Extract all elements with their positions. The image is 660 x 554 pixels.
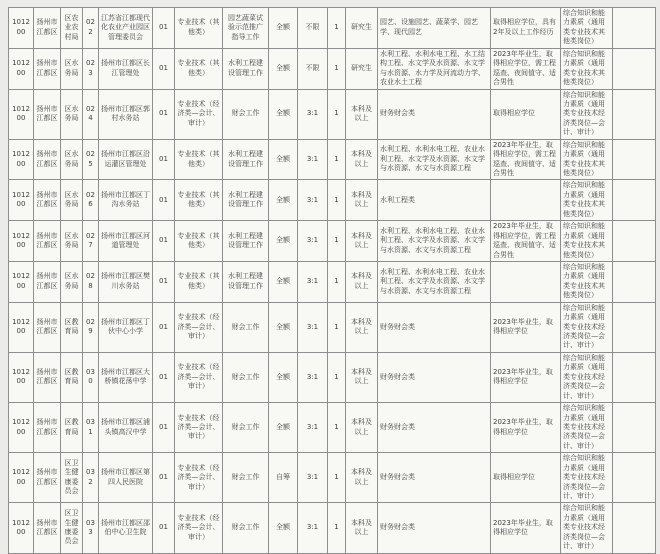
- table-row: [9, 302, 656, 352]
- cell-majors: 水利工程、水利水电工程、水工结构工程、水文学及水资源、水文学与水资源、水力学及河流动力学、农业水土工程: [378, 48, 491, 89]
- cell-department: 区教育局: [61, 352, 83, 402]
- cell-funding: 自筹: [269, 453, 298, 503]
- cell-sub-code: 01: [153, 453, 175, 503]
- cell-exam-subject: 综合知识和能力素质（通用类专业技术其他类岗位）: [561, 8, 613, 49]
- cell-post-type: 专业技术（其他类）: [175, 8, 223, 49]
- cell-employer: 扬州市江都区大桥镇花荡中学: [99, 352, 153, 402]
- cell-district: 扬州市江都区: [34, 180, 61, 221]
- cell-unit-code: 101200: [9, 139, 34, 180]
- cell-district: 扬州市江都区: [34, 261, 61, 302]
- cell-duty: 水利工程建设管理工作: [223, 48, 269, 89]
- cell-duty: 水利工程建设管理工作: [223, 139, 269, 180]
- cell-exam-subject: 综合知识和能力素质（通用类专业技术其他类岗位）: [561, 261, 613, 302]
- cell-ratio: 3:1: [298, 403, 328, 453]
- cell-headcount: 1: [328, 89, 346, 139]
- cell-district: 扬州市江都区: [34, 503, 61, 553]
- cell-employer: 扬州市江都区丁沟水务站: [99, 180, 153, 221]
- cell-ratio: 3:1: [298, 261, 328, 302]
- cell-other-requirements: 取得相应学位: [491, 453, 561, 503]
- cell-district: 扬州市江都区: [34, 89, 61, 139]
- cell-education: 本科及以上: [346, 503, 378, 553]
- cell-department: 区农业农村局: [61, 8, 83, 49]
- cell-duty: 财会工作: [223, 503, 269, 553]
- cell-headcount: 1: [328, 403, 346, 453]
- cell-remark: [613, 261, 656, 302]
- cell-majors: 财务财会类: [378, 302, 491, 352]
- cell-district: 扬州市江都区: [34, 48, 61, 89]
- cell-unit-code: 101200: [9, 352, 34, 402]
- cell-sub-code: 01: [153, 302, 175, 352]
- cell-exam-subject: 综合知识和能力素质（通用类专业技术其他类岗位）: [561, 180, 613, 221]
- cell-post-code: 025: [83, 139, 99, 180]
- cell-other-requirements: 2023年毕业生，取得相应学位: [491, 352, 561, 402]
- cell-exam-subject: 综合知识和能力素质（通用类专业技术经济类岗位—会计、审计）: [561, 352, 613, 402]
- cell-funding: 全额: [269, 221, 298, 262]
- cell-headcount: 1: [328, 48, 346, 89]
- table-row: [9, 139, 656, 180]
- table-row: [9, 503, 656, 553]
- cell-post-code: 026: [83, 180, 99, 221]
- cell-duty: 财会工作: [223, 89, 269, 139]
- cell-employer: 扬州市江都区第四人民医院: [99, 453, 153, 503]
- cell-sub-code: 01: [153, 403, 175, 453]
- cell-funding: 全额: [269, 8, 298, 49]
- cell-other-requirements: 取得相应学位: [491, 89, 561, 139]
- cell-ratio: 3:1: [298, 139, 328, 180]
- cell-duty: 财会工作: [223, 403, 269, 453]
- cell-post-type: 专业技术（经济类—会计、审计）: [175, 302, 223, 352]
- cell-headcount: 1: [328, 261, 346, 302]
- cell-education: 本科及以上: [346, 352, 378, 402]
- table-row: [9, 89, 656, 139]
- cell-district: 扬州市江都区: [34, 139, 61, 180]
- cell-post-type: 专业技术（经济类—会计、审计）: [175, 403, 223, 453]
- cell-ratio: 不限: [298, 48, 328, 89]
- cell-education: 本科及以上: [346, 261, 378, 302]
- cell-remark: [613, 48, 656, 89]
- cell-district: 扬州市江都区: [34, 302, 61, 352]
- cell-exam-subject: 综合知识和能力素质（通用类专业技术其他类岗位）: [561, 139, 613, 180]
- cell-other-requirements: 2023年毕业生，取得相应学位，需工程巡查、夜间值守、适合男性: [491, 221, 561, 262]
- cell-funding: 全额: [269, 48, 298, 89]
- cell-department: 区教育局: [61, 403, 83, 453]
- cell-remark: [613, 221, 656, 262]
- cell-post-code: 030: [83, 352, 99, 402]
- cell-headcount: 1: [328, 352, 346, 402]
- cell-employer: 江苏省江都现代化农业产业园区管理委员会: [99, 8, 153, 49]
- cell-ratio: 3:1: [298, 453, 328, 503]
- cell-department: 区水务局: [61, 89, 83, 139]
- cell-headcount: 1: [328, 302, 346, 352]
- cell-funding: 全额: [269, 503, 298, 553]
- cell-other-requirements: 2023年毕业生，取得相应学位: [491, 503, 561, 553]
- cell-sub-code: 01: [153, 48, 175, 89]
- cell-post-code: 031: [83, 403, 99, 453]
- cell-education: 本科及以上: [346, 403, 378, 453]
- table-row: [9, 261, 656, 302]
- cell-district: 扬州市江都区: [34, 453, 61, 503]
- cell-remark: [613, 8, 656, 49]
- cell-employer: 扬州市江都区河道管理处: [99, 221, 153, 262]
- cell-exam-subject: 综合知识和能力素质（通用类专业技术经济类岗位—会计、审计）: [561, 302, 613, 352]
- cell-remark: [613, 453, 656, 503]
- cell-employer: 扬州市江都区邵伯中心卫生院: [99, 503, 153, 553]
- cell-post-type: 专业技术（其他类）: [175, 139, 223, 180]
- cell-ratio: 3:1: [298, 503, 328, 553]
- cell-ratio: 3:1: [298, 352, 328, 402]
- cell-majors: 财务财会类: [378, 352, 491, 402]
- cell-majors: 财务财会类: [378, 503, 491, 553]
- cell-ratio: 3:1: [298, 89, 328, 139]
- cell-sub-code: 01: [153, 89, 175, 139]
- cell-employer: 扬州市江都区沿运灌区管理处: [99, 139, 153, 180]
- cell-funding: 全额: [269, 403, 298, 453]
- cell-department: 区水务局: [61, 221, 83, 262]
- cell-duty: 水利工程建设管理工作: [223, 180, 269, 221]
- cell-education: 本科及以上: [346, 89, 378, 139]
- cell-headcount: 1: [328, 180, 346, 221]
- cell-post-type: 专业技术（经济类—会计、审计）: [175, 89, 223, 139]
- cell-post-code: 029: [83, 302, 99, 352]
- cell-post-code: 023: [83, 48, 99, 89]
- cell-sub-code: 01: [153, 221, 175, 262]
- cell-post-type: 专业技术（其他类）: [175, 180, 223, 221]
- cell-funding: 全额: [269, 302, 298, 352]
- cell-headcount: 1: [328, 503, 346, 553]
- cell-remark: [613, 503, 656, 553]
- cell-department: 区卫生健康委员会: [61, 453, 83, 503]
- cell-remark: [613, 139, 656, 180]
- cell-post-type: 专业技术（经济类—会计、审计）: [175, 503, 223, 553]
- cell-funding: 全额: [269, 180, 298, 221]
- cell-ratio: 3:1: [298, 302, 328, 352]
- cell-department: 区水务局: [61, 139, 83, 180]
- job-table-body: [9, 8, 656, 554]
- cell-duty: 财会工作: [223, 453, 269, 503]
- cell-majors: 园艺、设施园艺、蔬菜学、园艺学、现代园艺: [378, 8, 491, 49]
- cell-department: 区教育局: [61, 302, 83, 352]
- cell-exam-subject: 综合知识和能力素质（通用类专业技术其他类岗位）: [561, 48, 613, 89]
- cell-sub-code: 01: [153, 139, 175, 180]
- cell-employer: 扬州市江都区长江管理处: [99, 48, 153, 89]
- cell-unit-code: 101200: [9, 403, 34, 453]
- cell-unit-code: 101200: [9, 180, 34, 221]
- cell-duty: 园艺蔬菜试验示范推广指导工作: [223, 8, 269, 49]
- cell-post-code: 028: [83, 261, 99, 302]
- cell-education: 研究生: [346, 48, 378, 89]
- table-row: [9, 48, 656, 89]
- cell-duty: 水利工程建设管理工作: [223, 221, 269, 262]
- cell-sub-code: 01: [153, 503, 175, 553]
- cell-sub-code: 01: [153, 180, 175, 221]
- cell-duty: 财会工作: [223, 302, 269, 352]
- cell-other-requirements: 2023年毕业生，取得相应学位: [491, 403, 561, 453]
- cell-post-type: 专业技术（经济类—会计、审计）: [175, 352, 223, 402]
- cell-ratio: 3:1: [298, 221, 328, 262]
- cell-district: 扬州市江都区: [34, 221, 61, 262]
- cell-majors: 水利工程、水利水电工程、农业水利工程、水文学及水资源、水文学与水资源、水文与水资源工程: [378, 261, 491, 302]
- cell-education: 本科及以上: [346, 453, 378, 503]
- cell-majors: 财务财会类: [378, 89, 491, 139]
- cell-other-requirements: [491, 180, 561, 221]
- cell-sub-code: 01: [153, 261, 175, 302]
- cell-department: 区水务局: [61, 48, 83, 89]
- cell-post-code: 022: [83, 8, 99, 49]
- cell-other-requirements: [491, 261, 561, 302]
- cell-unit-code: 101200: [9, 453, 34, 503]
- cell-exam-subject: 综合知识和能力素质（通用类专业技术经济类岗位—会计、审计）: [561, 89, 613, 139]
- table-row: [9, 8, 656, 49]
- cell-district: 扬州市江都区: [34, 8, 61, 49]
- cell-remark: [613, 302, 656, 352]
- table-row: [9, 453, 656, 503]
- cell-remark: [613, 180, 656, 221]
- cell-remark: [613, 403, 656, 453]
- cell-unit-code: 101200: [9, 48, 34, 89]
- cell-funding: 全额: [269, 261, 298, 302]
- cell-other-requirements: 2023年毕业生，取得相应学位: [491, 302, 561, 352]
- cell-post-code: 033: [83, 503, 99, 553]
- cell-duty: 水利工程建设管理工作: [223, 261, 269, 302]
- cell-unit-code: 101200: [9, 503, 34, 553]
- table-row: [9, 180, 656, 221]
- cell-education: 研究生: [346, 8, 378, 49]
- cell-unit-code: 101200: [9, 221, 34, 262]
- cell-post-type: 专业技术（其他类）: [175, 221, 223, 262]
- cell-post-type: 专业技术（其他类）: [175, 261, 223, 302]
- cell-employer: 扬州市江都区丁伙中心小学: [99, 302, 153, 352]
- cell-duty: 财会工作: [223, 352, 269, 402]
- cell-majors: 水利工程类: [378, 180, 491, 221]
- cell-department: 区水务局: [61, 261, 83, 302]
- cell-headcount: 1: [328, 8, 346, 49]
- cell-post-type: 专业技术（经济类—会计、审计）: [175, 453, 223, 503]
- recruitment-table: [8, 7, 656, 554]
- cell-post-code: 027: [83, 221, 99, 262]
- cell-ratio: 不限: [298, 8, 328, 49]
- table-row: [9, 403, 656, 453]
- cell-sub-code: 01: [153, 352, 175, 402]
- cell-employer: 扬州市江都区樊川水务站: [99, 261, 153, 302]
- cell-majors: 财务财会类: [378, 453, 491, 503]
- cell-funding: 全额: [269, 89, 298, 139]
- cell-post-type: 专业技术（其他类）: [175, 48, 223, 89]
- cell-education: 本科及以上: [346, 302, 378, 352]
- cell-exam-subject: 综合知识和能力素质（通用类专业技术经济类岗位—会计、审计）: [561, 503, 613, 553]
- cell-employer: 扬州市江都区浦头镇高汉中学: [99, 403, 153, 453]
- table-row: [9, 352, 656, 402]
- cell-post-code: 032: [83, 453, 99, 503]
- cell-department: 区水务局: [61, 180, 83, 221]
- cell-remark: [613, 352, 656, 402]
- cell-unit-code: 101200: [9, 89, 34, 139]
- cell-exam-subject: 综合知识和能力素质（通用类专业技术其他类岗位）: [561, 221, 613, 262]
- cell-exam-subject: 综合知识和能力素质（通用类专业技术经济类岗位—会计、审计）: [561, 453, 613, 503]
- cell-unit-code: 101200: [9, 302, 34, 352]
- cell-other-requirements: 2023年毕业生，取得相应学位，需工程巡查、夜间值守、适合男性: [491, 48, 561, 89]
- cell-majors: 水利工程、水利水电工程、农业水利工程、水文学及水资源、水文学与水资源、水文与水资源工程: [378, 139, 491, 180]
- cell-exam-subject: 综合知识和能力素质（通用类专业技术经济类岗位—会计、审计）: [561, 403, 613, 453]
- cell-headcount: 1: [328, 453, 346, 503]
- cell-majors: 水利工程、水利水电工程、农业水利工程、水文学及水资源、水文学与水资源、水文与水资源工程: [378, 221, 491, 262]
- cell-ratio: 3:1: [298, 180, 328, 221]
- table-row: [9, 221, 656, 262]
- cell-education: 本科及以上: [346, 139, 378, 180]
- cell-majors: 财务财会类: [378, 403, 491, 453]
- cell-unit-code: 101200: [9, 8, 34, 49]
- cell-education: 本科及以上: [346, 180, 378, 221]
- cell-headcount: 1: [328, 221, 346, 262]
- cell-other-requirements: 取得相应学位，具有2年及以上工作经历: [491, 8, 561, 49]
- cell-district: 扬州市江都区: [34, 403, 61, 453]
- cell-funding: 全额: [269, 352, 298, 402]
- cell-sub-code: 01: [153, 8, 175, 49]
- cell-remark: [613, 89, 656, 139]
- cell-funding: 全额: [269, 139, 298, 180]
- cell-headcount: 1: [328, 139, 346, 180]
- cell-district: 扬州市江都区: [34, 352, 61, 402]
- cell-unit-code: 101200: [9, 261, 34, 302]
- cell-department: 区卫生健康委员会: [61, 503, 83, 553]
- cell-other-requirements: 2023年毕业生，取得相应学位，需工程巡查、夜间值守、适合男性: [491, 139, 561, 180]
- cell-education: 本科及以上: [346, 221, 378, 262]
- cell-post-code: 024: [83, 89, 99, 139]
- cell-employer: 扬州市江都区郭村水务站: [99, 89, 153, 139]
